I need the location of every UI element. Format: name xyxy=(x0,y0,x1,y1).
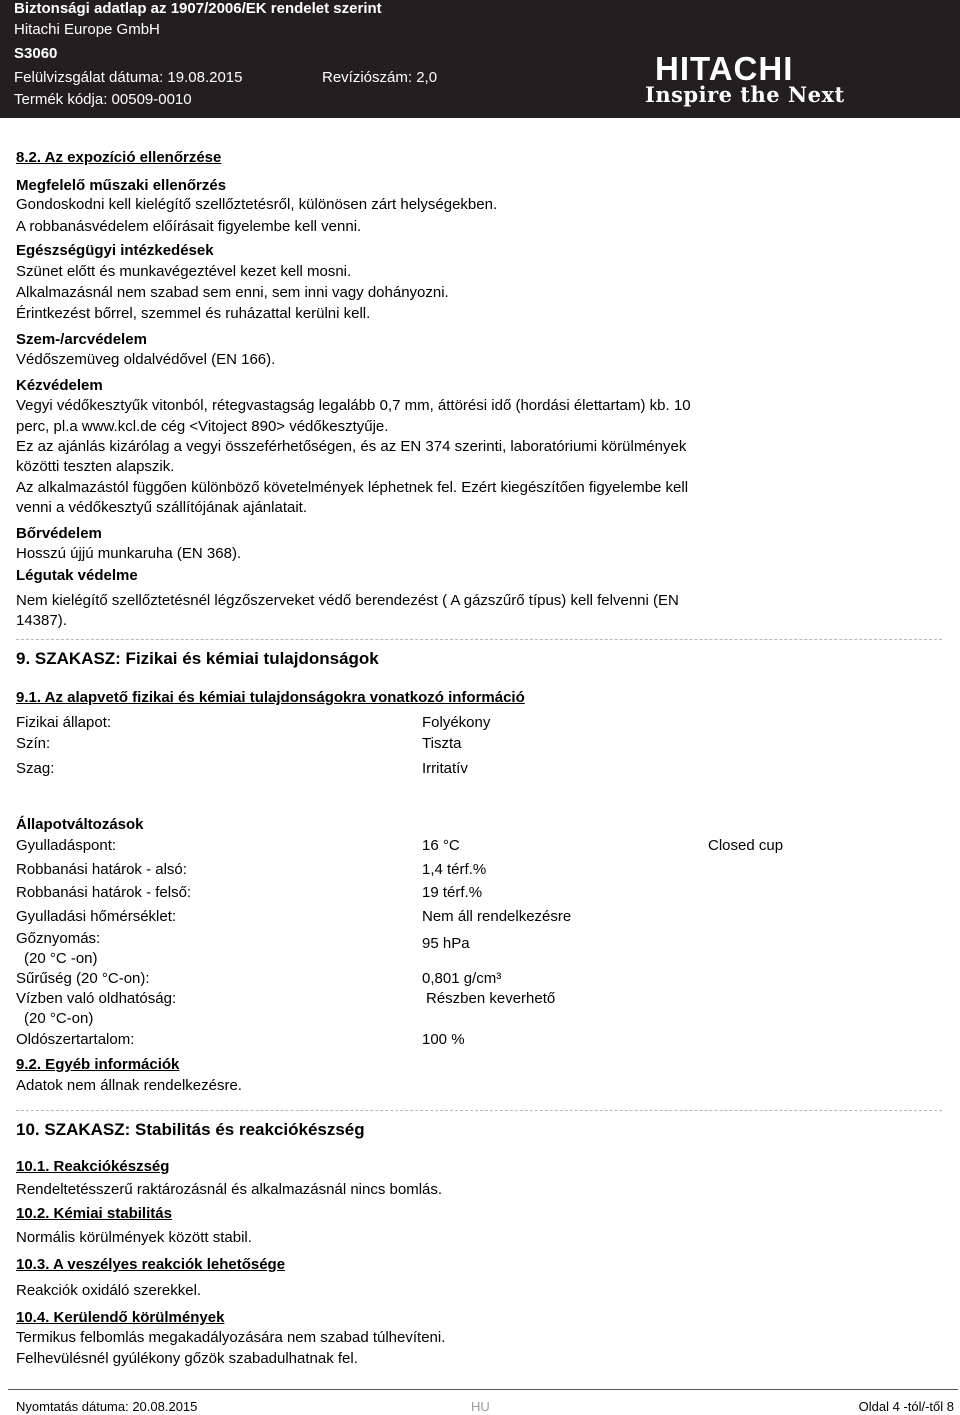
property-label: Szín: xyxy=(16,735,51,752)
text-line: Gondoskodni kell kielégítő szellőztetésről, különösen zárt helységekben. xyxy=(16,196,498,213)
text-line: Védőszemüveg oldalvédővel (EN 166). xyxy=(16,351,276,368)
property-value: Folyékony xyxy=(422,714,491,731)
section-10-1-heading: 10.1. Reakciókészség xyxy=(16,1158,170,1175)
hygiene-heading: Egészségügyi intézkedések xyxy=(16,242,214,259)
property-value: Részben keverhető xyxy=(426,990,556,1007)
property-label-condition: (20 °C-on) xyxy=(24,1010,94,1027)
regulation-title: Biztonsági adatlap az 1907/2006/EK rendelet szerint xyxy=(14,0,382,17)
eye-protection-heading: Szem-/arcvédelem xyxy=(16,331,147,348)
text-line: venni a védőkesztyű szállítójának ajánlatait. xyxy=(16,499,308,516)
property-note: Closed cup xyxy=(708,837,784,854)
property-value: 0,801 g/cm³ xyxy=(422,970,502,987)
section-9-2-heading: 9.2. Egyéb információk xyxy=(16,1056,180,1073)
property-value: 19 térf.% xyxy=(422,884,483,901)
section-10-2-heading: 10.2. Kémiai stabilitás xyxy=(16,1205,172,1222)
property-value: 95 hPa xyxy=(422,935,470,952)
property-label: Oldószertartalom: xyxy=(16,1031,135,1048)
section-10-title: 10. SZAKASZ: Stabilitás és reakciókészség xyxy=(16,1120,365,1139)
section-divider xyxy=(16,639,942,640)
section-10-3-heading: 10.3. A veszélyes reakciók lehetősége xyxy=(16,1256,286,1273)
text-line: Normális körülmények között stabil. xyxy=(16,1229,252,1246)
section-10-4-heading: 10.4. Kerülendő körülmények xyxy=(16,1309,225,1326)
state-changes-heading: Állapotváltozások xyxy=(16,816,144,833)
text-line: Reakciók oxidáló szerekkel. xyxy=(16,1282,202,1299)
text-line: A robbanásvédelem előírásait figyelembe kell venni. xyxy=(16,218,362,235)
review-date: Felülvizsgálat dátuma: 19.08.2015 xyxy=(14,69,243,86)
text-line: Hosszú újjú munkaruha (EN 368). xyxy=(16,545,242,562)
property-label-condition: (20 °C -on) xyxy=(24,950,98,967)
text-line: perc, pl.a www.kcl.de cég <Vitoject 890> védőkesztyűje. xyxy=(16,418,389,435)
text-line: Adatok nem állnak rendelkezésre. xyxy=(16,1077,242,1094)
section-9-1-heading: 9.1. Az alapvető fizikai és kémiai tulajdonságokra vonatkozó információ xyxy=(16,689,525,706)
hitachi-logo: HITACHI xyxy=(655,50,794,87)
property-label: Szag: xyxy=(16,760,55,777)
skin-protection-heading: Bőrvédelem xyxy=(16,525,102,542)
property-value: 16 °C xyxy=(422,837,460,854)
text-line: Szünet előtt és munkavégeztével kezet kell mosni. xyxy=(16,263,352,280)
property-label: Gyulladási hőmérséklet: xyxy=(16,908,177,925)
property-label: Gyulladáspont: xyxy=(16,837,117,854)
hand-protection-heading: Kézvédelem xyxy=(16,377,103,394)
property-label: Sűrűség (20 °C-on): xyxy=(16,970,150,987)
property-value: Irritatív xyxy=(422,760,468,777)
company-name: Hitachi Europe GmbH xyxy=(14,21,160,38)
section-8-2-heading: 8.2. Az expozíció ellenőrzése xyxy=(16,149,222,166)
property-label: Robbanási határok - alsó: xyxy=(16,861,187,878)
respiratory-protection-heading: Légutak védelme xyxy=(16,567,138,584)
product-name: S3060 xyxy=(14,45,58,62)
section-divider xyxy=(16,1110,942,1111)
property-value: Nem áll rendelkezésre xyxy=(422,908,572,925)
page-number: Oldal 4 -tól/-től 8 xyxy=(858,1399,954,1414)
revision-number: Revíziószám: 2,0 xyxy=(322,69,438,86)
text-line: Az alkalmazástól függően különböző követelmények léphetnek fel. Ezért kiegészítően figyelembe kell xyxy=(16,479,689,496)
language-code: HU xyxy=(471,1399,490,1414)
text-line: Rendeltetésszerű raktározásnál és alkalmazásnál nincs bomlás. xyxy=(16,1181,443,1198)
property-value: Tiszta xyxy=(422,735,462,752)
property-label: Fizikai állapot: xyxy=(16,714,112,731)
property-label: Vízben való oldhatóság: xyxy=(16,990,177,1007)
product-code: Termék kódja: 00509-0010 xyxy=(14,91,192,108)
property-value: 100 % xyxy=(422,1031,465,1048)
text-line: Ez az ajánlás kizárólag a vegyi összeférhetőségen, és az EN 374 szerinti, laboratóriumi körülmények xyxy=(16,438,687,455)
text-line: Alkalmazásnál nem szabad sem enni, sem inni vagy dohányozni. xyxy=(16,284,449,301)
footer-divider xyxy=(8,1389,958,1390)
text-line: Termikus felbomlás megakadályozására nem szabad túlhevíteni. xyxy=(16,1329,446,1346)
property-label: Gőznyomás: xyxy=(16,930,101,947)
text-line: közötti teszten alapszik. xyxy=(16,458,175,475)
print-date: Nyomtatás dátuma: 20.08.2015 xyxy=(16,1399,198,1414)
text-line: Nem kielégítő szellőztetésnél légzőszerveket védő berendezést ( A gázszűrő típus) kell felvenni (EN xyxy=(16,592,679,609)
text-line: 14387). xyxy=(16,612,67,629)
hitachi-tagline: Inspire the Next xyxy=(645,82,845,107)
engineering-controls-heading: Megfelelő műszaki ellenőrzés xyxy=(16,177,227,194)
text-line: Érintkezést bőrrel, szemmel és ruházattal kerülni kell. xyxy=(16,305,371,322)
property-value: 1,4 térf.% xyxy=(422,861,487,878)
section-9-title: 9. SZAKASZ: Fizikai és kémiai tulajdonságok xyxy=(16,649,379,668)
text-line: Felhevülésnél gyúlékony gőzök szabadulhatnak fel. xyxy=(16,1350,358,1367)
text-line: Vegyi védőkesztyűk vitonból, rétegvastagság legalább 0,7 mm, áttörési idő (hordási élettartam) kb. 10 xyxy=(16,397,691,414)
property-label: Robbanási határok - felső: xyxy=(16,884,192,901)
